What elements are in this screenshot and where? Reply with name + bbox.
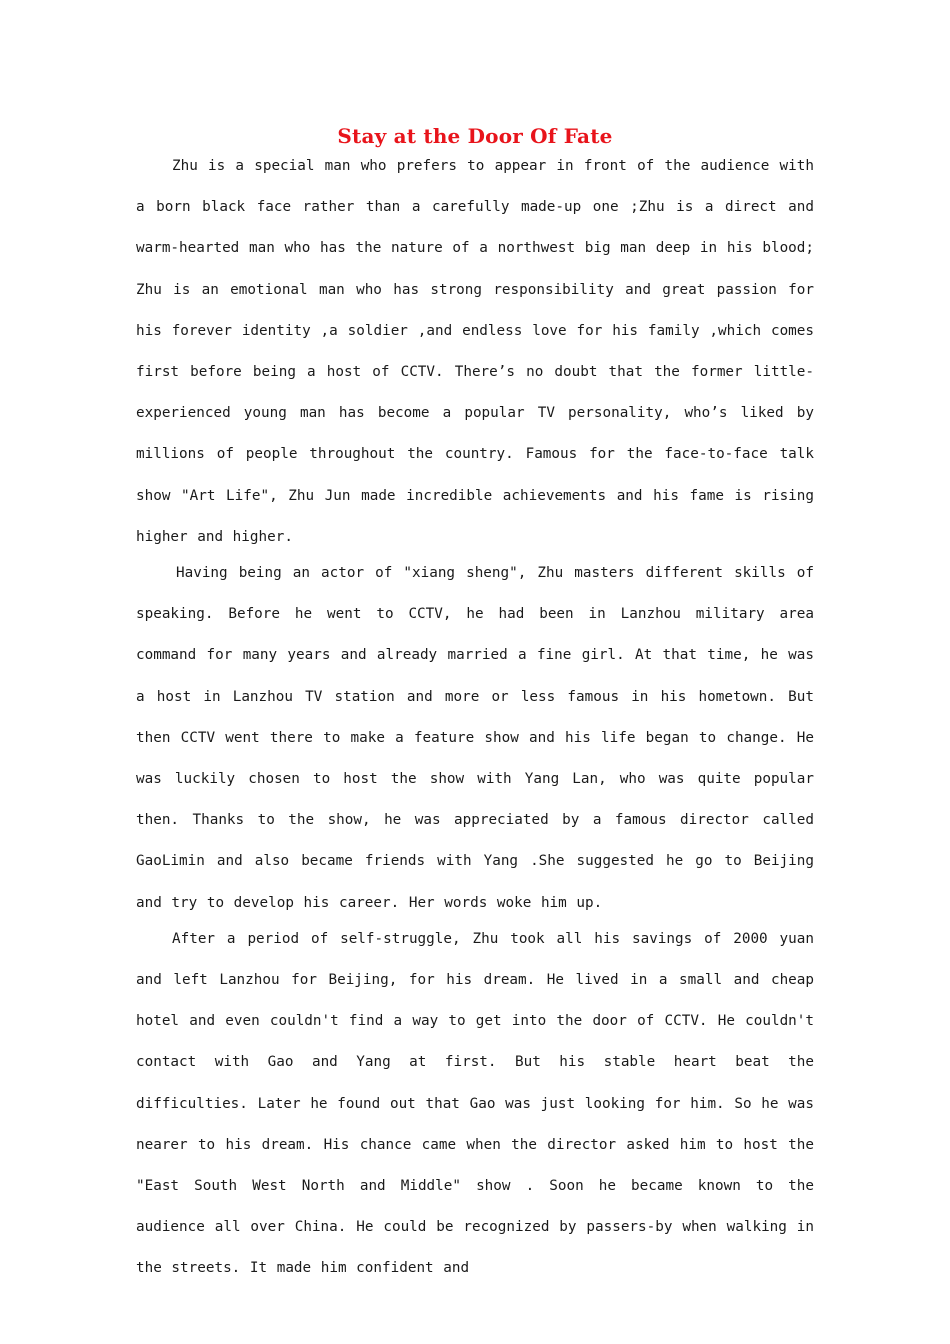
paragraph-1: Zhu is a special man who prefers to appear in front of the audience with a born black face rather than a carefully made-up one ;Zhu is a direct and warm-hearted man who has the nature of a northwest big man deep in his blood; Zhu is an emotional man who has strong responsibility and great passion for his forever identity ,a soldier ,and endless love for his family ,which comes first before being a host of CCTV. There’s no doubt that the former little-experienced young man has become a popular TV personality, who’s liked by millions of people throughout the country. Famous for the face-to-face talk show "Art Life", Zhu Jun made incredible achievements and his fame is rising higher and higher. — [136, 158, 814, 545]
document-title: Stay at the Door Of Fate — [337, 124, 613, 148]
paragraph-2: Having being an actor of "xiang sheng", Zhu masters different skills of speaking. Before he went to CCTV, he had been in Lanzhou military area command for many years and already married a fine girl. At that time, he was a host in Lanzhou TV station and more or less famous in his hometown. But then CCTV went there to make a feature show and his life began to change. He was luckily chosen to host the show with Yang Lan, who was quite popular then. Thanks to the show, he was appreciated by a famous director called GaoLimin and also became friends with Yang .She suggested he go to Beijing and try to develop his career. Her words woke him up. — [136, 565, 814, 911]
paragraph-3: After a period of self-struggle, Zhu took all his savings of 2000 yuan and left Lanzhou for Beijing, for his dream. He lived in a small and cheap hotel and even couldn't find a way to get into the door of CCTV. He couldn't contact with Gao and Yang at first. But his stable heart beat the difficulties. Later he found out that Gao was just looking for him. So he was nearer to his dream. His chance came when the director asked him to host the "East South West North and Middle" show . Soon he became known to the audience all over China. He could be recognized by passers-by when walking in the streets. It made him confident and — [136, 930, 814, 1277]
article-body — [136, 146, 814, 1285]
